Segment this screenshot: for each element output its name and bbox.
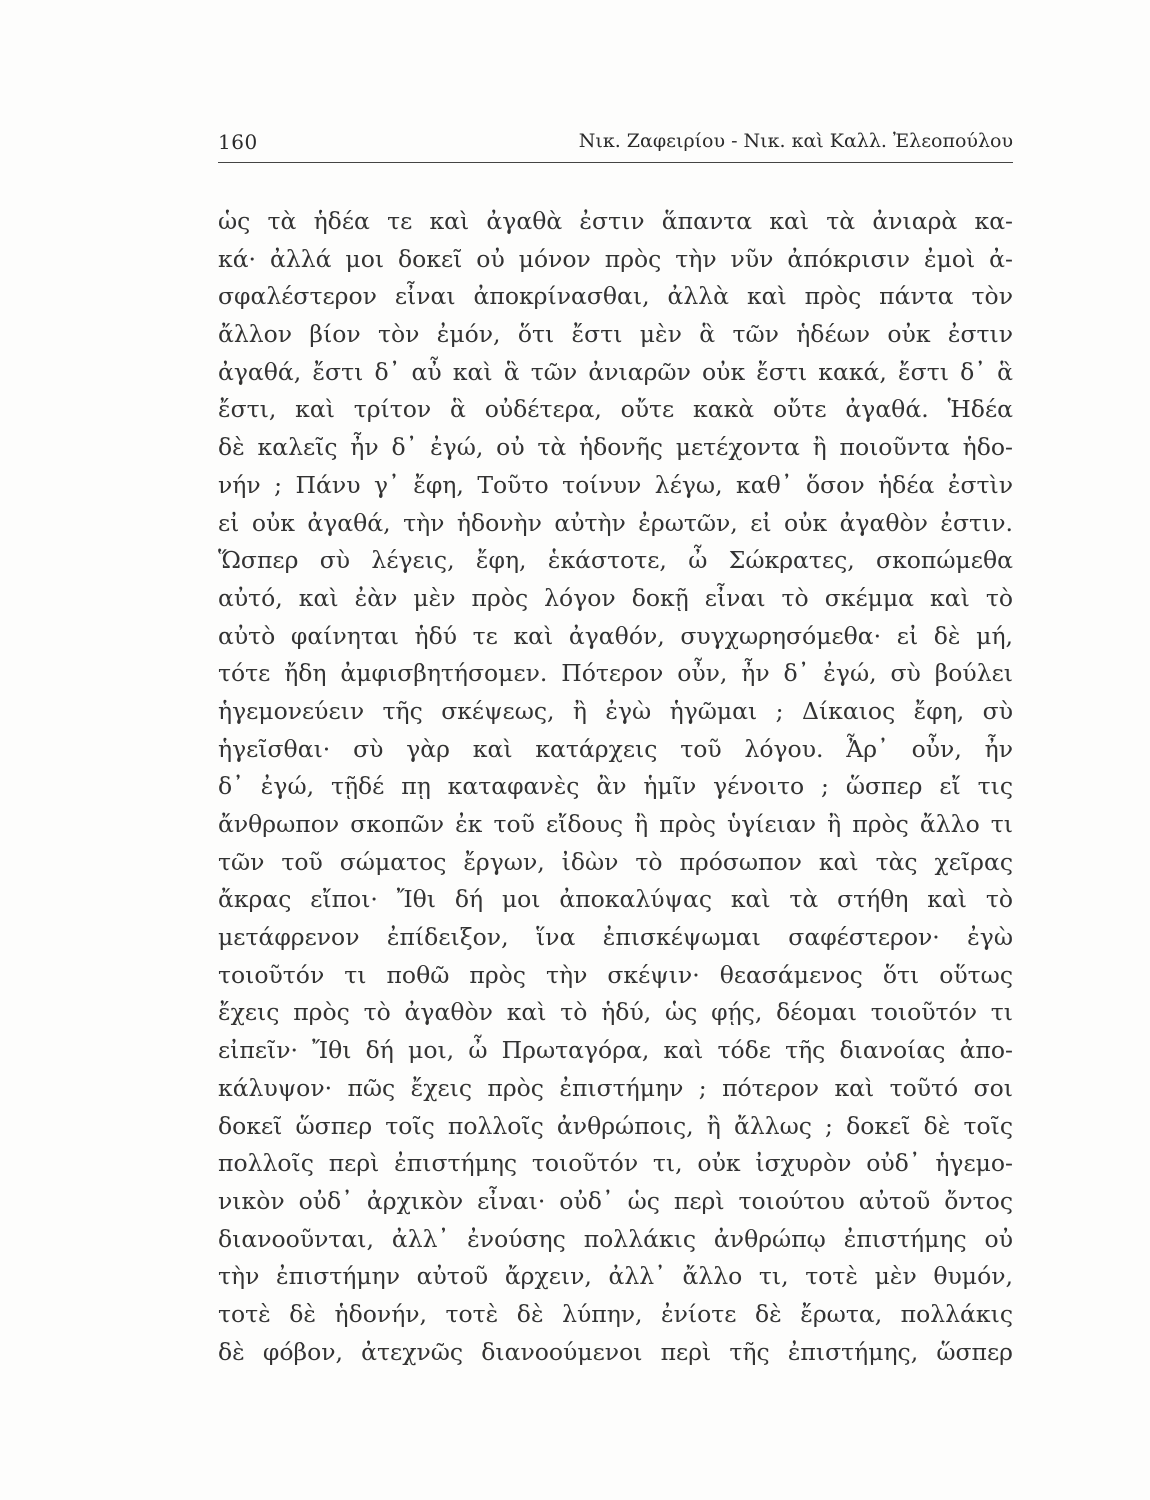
text-line: σφαλέστερον εἶναι ἀποκρίνασθαι, ἀλλὰ καὶ πρὸς πάντα τὸν (218, 282, 1013, 311)
text-line: ἄλλον βίον τὸν ἐμόν, ὅτι ἔστι μὲν ἃ τῶν ἡδέων οὐκ ἐστιν (218, 320, 1013, 349)
text-line: νικὸν οὐδ᾽ ἀρχικὸν εἶναι· οὐδ᾽ ὡς περὶ τοιούτου αὐτοῦ ὄντος (218, 1186, 1013, 1215)
text-line: Ὥσπερ σὺ λέγεις, ἔφη, ἑκάστοτε, ὦ Σώκρατες, σκοπώμεθα (218, 546, 1013, 575)
text-line: πολλοῖς περὶ ἐπιστήμης τοιοῦτόν τι, οὐκ ἰσχυρὸν οὐδ᾽ ἡγεμο- (218, 1149, 1013, 1178)
text-line: αὐτὸ φαίνηται ἡδύ τε καὶ ἀγαθόν, συγχωρησόμεθα· εἰ δὲ μή, (218, 621, 1013, 650)
text-line: δὲ φόβον, ἀτεχνῶς διανοούμενοι περὶ τῆς ἐπιστήμης, ὥσπερ (218, 1337, 1013, 1366)
text-line: τοιοῦτόν τι ποθῶ πρὸς τὴν σκέψιν· θεασάμενος ὅτι οὕτως (218, 960, 1013, 989)
text-line: ἡγεῖσθαι· σὺ γὰρ καὶ κατάρχεις τοῦ λόγου. Ἆρ᾽ οὖν, ἦν (218, 734, 1013, 763)
running-title: Νικ. Ζαφειρίου - Νικ. καὶ Καλλ. Ἐλεοπούλου (578, 130, 1013, 152)
text-line: ἄνθρωπον σκοπῶν ἐκ τοῦ εἴδους ἢ πρὸς ὑγίειαν ἢ πρὸς ἄλλο τι (218, 810, 1013, 838)
text-line: ἀγαθά, ἔστι δ᾽ αὖ καὶ ἃ τῶν ἀνιαρῶν οὐκ ἔστι κακά, ἔστι δ᾽ ἃ (218, 357, 1013, 386)
text-line: εἰ οὐκ ἀγαθά, τὴν ἡδονὴν αὐτὴν ἐρωτῶν, εἰ οὐκ ἀγαθὸν ἐστιν. (218, 508, 1013, 537)
text-line: διανοοῦνται, ἀλλ᾽ ἐνούσης πολλάκις ἀνθρώπῳ ἐπιστήμης οὐ (218, 1224, 1013, 1253)
text-line: ἔχεις πρὸς τὸ ἀγαθὸν καὶ τὸ ἡδύ, ὡς φῄς, δέομαι τοιοῦτόν τι (218, 998, 1013, 1027)
text-line: μετάφρενον ἐπίδειξον, ἵνα ἐπισκέψωμαι σαφέστερον· ἐγὼ (218, 923, 1013, 952)
text-line: δὲ καλεῖς ἦν δ᾽ ἐγώ, οὐ τὰ ἡδονῆς μετέχοντα ἢ ποιοῦντα ἡδο- (218, 433, 1013, 462)
page-number: 160 (218, 130, 258, 154)
text-line: ἔστι, καὶ τρίτον ἃ οὐδέτερα, οὔτε κακὰ οὔτε ἀγαθά. Ἡδέα (218, 395, 1013, 424)
text-line: ἡγεμονεύειν τῆς σκέψεως, ἢ ἐγὼ ἡγῶμαι ; Δίκαιος ἔφη, σὺ (218, 696, 1013, 725)
text-line: νήν ; Πάνυ γ᾽ ἔφη, Τοῦτο τοίνυν λέγω, καθ᾽ ὅσον ἡδέα ἐστὶν (218, 470, 1013, 499)
text-line: τοτὲ δὲ ἡδονήν, τοτὲ δὲ λύπην, ἐνίοτε δὲ ἔρωτα, πολλάκις (218, 1299, 1013, 1328)
running-header (218, 128, 1013, 162)
text-line: τῶν τοῦ σώματος ἔργων, ἰδὼν τὸ πρόσωπον καὶ τὰς χεῖρας (218, 847, 1013, 876)
text-line: κά· ἀλλά μοι δοκεῖ οὐ μόνον πρὸς τὴν νῦν ἀπόκρισιν ἐμοὶ ἀ- (218, 244, 1013, 273)
text-line: αὐτό, καὶ ἐὰν μὲν πρὸς λόγον δοκῇ εἶναι τὸ σκέμμα καὶ τὸ (218, 583, 1013, 612)
text-line: ὡς τὰ ἡδέα τε καὶ ἀγαθὰ ἐστιν ἅπαντα καὶ τὰ ἀνιαρὰ κα- (218, 207, 1013, 235)
body-text (218, 203, 1013, 1371)
text-line: εἰπεῖν· Ἴθι δή μοι, ὦ Πρωταγόρα, καὶ τόδε τῆς διανοίας ἀπο- (218, 1036, 1013, 1065)
text-line: ἄκρας εἴποι· Ἴθι δή μοι ἀποκαλύψας καὶ τὰ στήθη καὶ τὸ (218, 885, 1013, 914)
text-line: τότε ἤδη ἀμφισβητήσομεν. Πότερον οὖν, ἦν δ᾽ ἐγώ, σὺ βούλει (218, 659, 1013, 688)
text-line: τὴν ἐπιστήμην αὐτοῦ ἄρχειν, ἀλλ᾽ ἄλλο τι, τοτὲ μὲν θυμόν, (218, 1262, 1013, 1291)
text-line: δ᾽ ἐγώ, τῇδέ πῃ καταφανὲς ἂν ἡμῖν γένοιτο ; ὥσπερ εἴ τις (218, 772, 1013, 801)
text-line: δοκεῖ ὥσπερ τοῖς πολλοῖς ἀνθρώποις, ἢ ἄλλως ; δοκεῖ δὲ τοῖς (218, 1111, 1013, 1140)
text-line: κάλυψον· πῶς ἔχεις πρὸς ἐπιστήμην ; πότερον καὶ τοῦτό σοι (218, 1073, 1013, 1102)
header-rule (218, 162, 1013, 163)
